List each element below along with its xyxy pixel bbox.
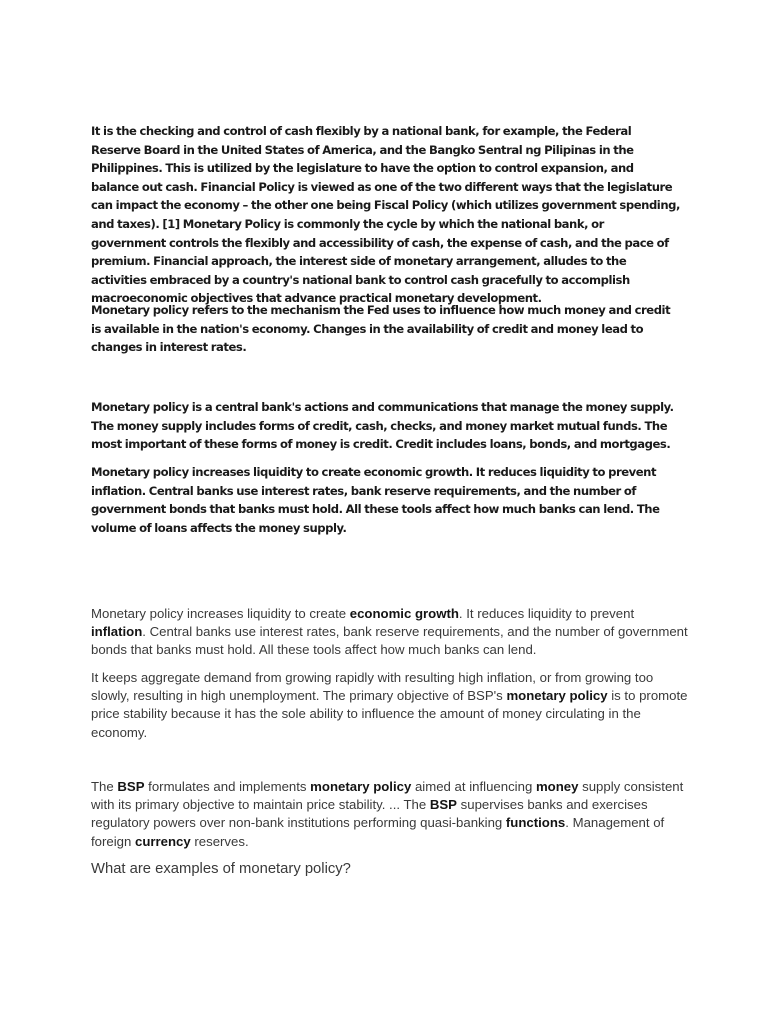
paragraph-bsp-role — [91, 778, 691, 851]
paragraph-money-supply: Monetary policy is a central bank's actions and communications that manage the money supply. The money supply includes forms of credit, cash, checks, and money market mutual funds. The most important of these forms of money is credit. Credit includes loans, bonds, and mortgages. — [91, 400, 674, 452]
highlight-monetary-policy: monetary policy — [506, 688, 608, 704]
text-run: . Management of foreign — [91, 815, 665, 849]
text-run: supply consistent with its primary objective to maintain price stability. ... The — [91, 779, 684, 813]
text-run: is to promote price stability because it has the sole ability to influence the amount of money circulating in the economy. — [91, 688, 688, 740]
highlight-bsp: BSP — [429, 797, 457, 813]
text-run: . It reduces liquidity to prevent — [458, 606, 635, 621]
paragraph-aggregate-demand — [91, 669, 691, 742]
highlight-economic-growth: economic growth — [349, 606, 459, 621]
text-run: reserves. — [190, 833, 249, 849]
text-run: supervises banks and exercises regulatory powers over non-bank institutions performing quasi-banking — [91, 797, 648, 831]
paragraph-liquidity: Monetary policy increases liquidity to create economic growth. It reduces liquidity to prevent inflation. Central banks use interest rates, bank reserve requirements, and the number of government bonds that banks must hold. All these tools affect how much banks can lend. The volume of loans affects the money supply. — [91, 465, 660, 535]
highlight-functions: functions — [505, 815, 566, 831]
paragraph-fed-mechanism: Monetary policy refers to the mechanism the Fed uses to influence how much money and credit is available in the nation's economy. Changes in the availability of credit and money lead to changes in interest rates. — [91, 303, 671, 355]
highlight-money: money — [535, 779, 579, 794]
highlight-inflation: inflation — [91, 624, 143, 640]
text-run: The — [91, 779, 118, 794]
text-run: . Central banks use interest rates, bank reserve requirements, and the number of government bonds that banks must hold. All these tools affect how much banks can lend. — [91, 624, 688, 658]
highlight-monetary-policy: monetary policy — [310, 779, 412, 794]
highlight-currency: currency — [135, 833, 191, 849]
paragraph-definition: It is the checking and control of cash flexibly by a national bank, for example, the Federal Reserve Board in the United States of America, and the Bangko Sentral ng Pilipinas in the Philippines. This is utilized by the legislature to have the option to control expansion, and balance out cash. Financial Policy is viewed as one of the two different ways that the legislature can impact the economy – the other one being Fiscal Policy (which utilizes government spending, and taxes). [1] Monetary Policy is commonly the cycle by which the national bank, or government controls the flexibly and accessibility of cash, the expense of cash, and the pace of premium. Financial approach, the interest side of monetary arrangement, alludes to the activities embraced by a country's national bank to control cash gracefully to accomplish macroeconomic objectives that advance practical monetary development. — [91, 124, 680, 306]
text-run: formulates and implements — [144, 779, 311, 794]
text-run: aimed at influencing — [411, 779, 536, 794]
text-run: Monetary policy increases liquidity to create — [91, 606, 350, 621]
paragraph-liquidity-snippet — [91, 605, 691, 660]
highlight-bsp: BSP — [117, 779, 145, 794]
text-run: It keeps aggregate demand from growing rapidly with resulting high inflation, or from growing too slowly, resulting in high unemployment. The primary objective of BSP's — [91, 670, 654, 704]
question-heading: What are examples of monetary policy? — [91, 861, 351, 877]
